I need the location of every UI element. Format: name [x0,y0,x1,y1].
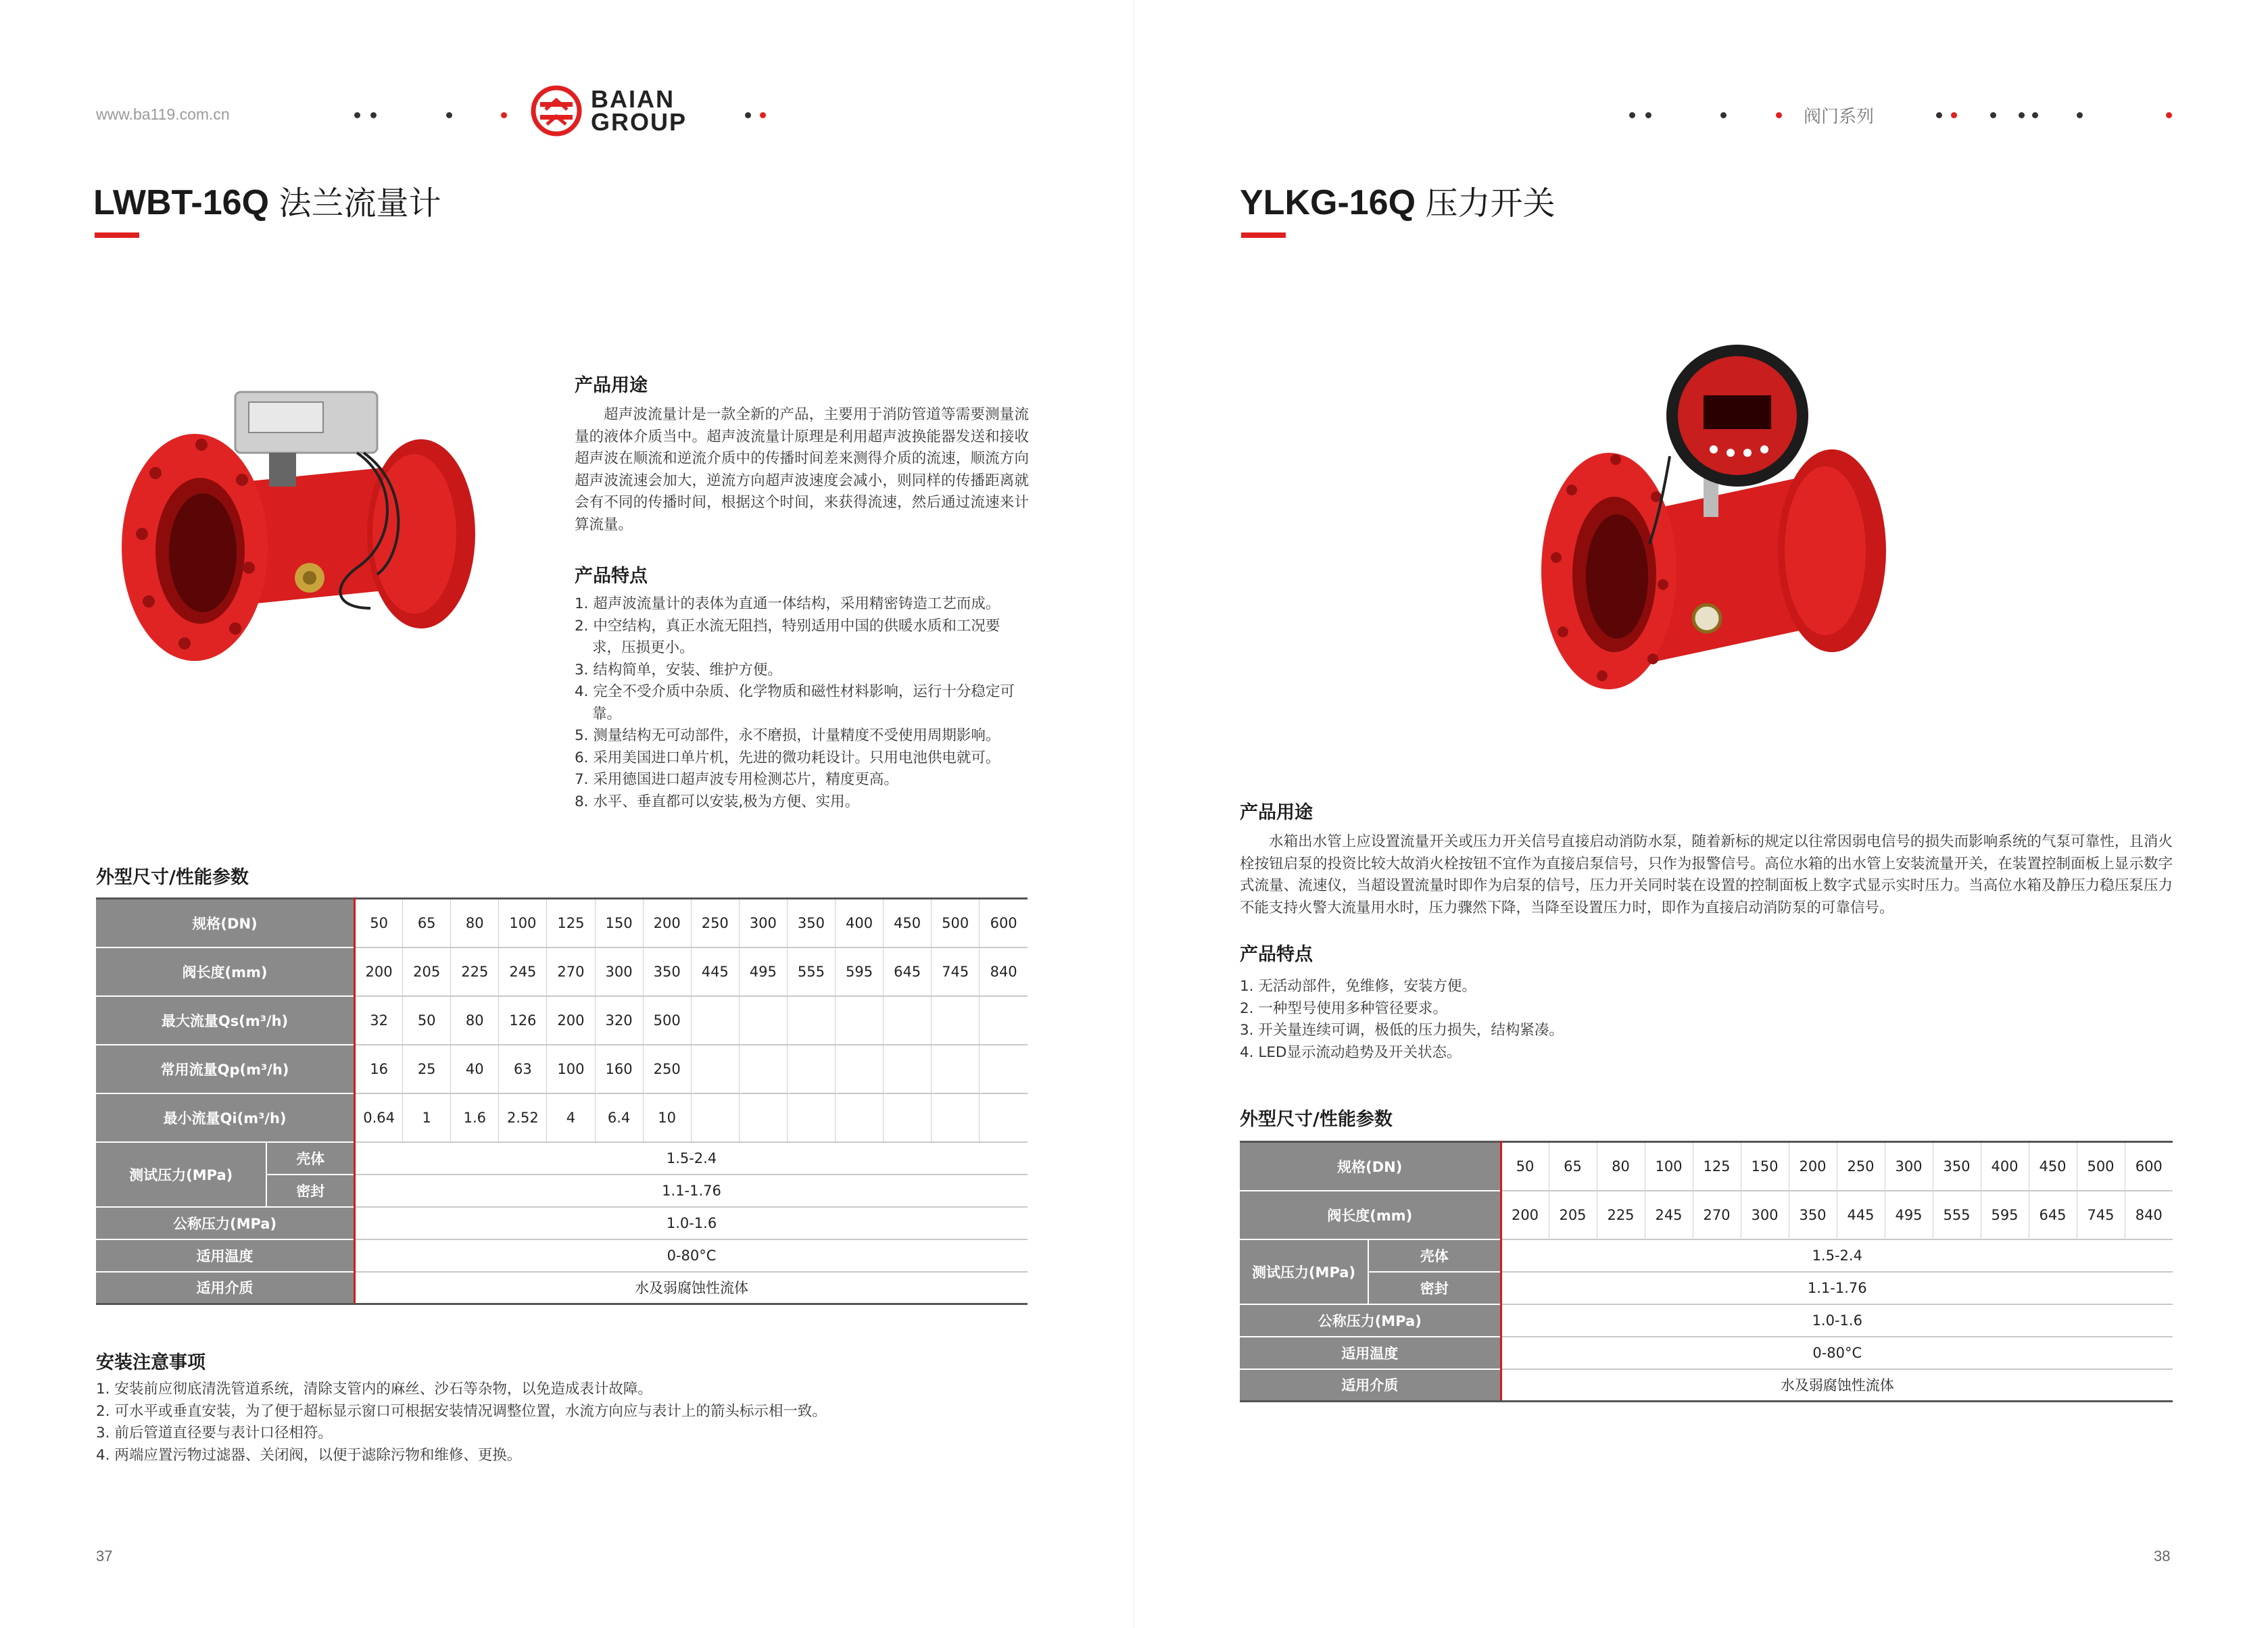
table-cell [980,1093,1028,1142]
row-label: 适用温度 [1240,1337,1501,1369]
feature-item: 3. 开关量连续可调，极低的压力损失，结构紧凑。 [1240,1022,1564,1039]
table-cell: 320 [595,996,643,1045]
table-cell [980,996,1028,1045]
table-cell [980,1045,1028,1093]
row-label: 测试压力(MPa) [96,1142,266,1207]
table-cell: 500 [2077,1142,2125,1191]
table-cell: 50 [403,996,451,1045]
row-label: 阀长度(mm) [1240,1191,1501,1239]
feature-item: 2. 一种型号使用多种管径要求。 [1240,1000,1447,1017]
right-spec-table [1240,1141,2173,1402]
table-cell: 32 [355,996,403,1045]
left-product-title [93,177,441,224]
table-cell: 63 [499,1045,547,1093]
row-label: 公称压力(MPa) [1240,1304,1501,1337]
table-cell: 126 [499,996,547,1045]
table-cell: 25 [403,1045,451,1093]
table-cell: 125 [1693,1142,1741,1191]
right-product-title [1240,177,1555,224]
row-label: 适用温度 [96,1239,355,1272]
right-usage-heading: 产品用途 [1240,802,1313,823]
table-cell: 2.52 [499,1093,547,1142]
website-url: www.ba119.com.cn [96,105,230,123]
table-cell: 840 [980,947,1028,996]
table-cell: 270 [547,947,595,996]
right-params-heading: 外型尺寸/性能参数 [1240,1109,1393,1130]
header-dot [760,112,766,118]
table-cell: 1.1-1.76 [1501,1272,2173,1304]
table-cell: 245 [1645,1191,1693,1239]
table-cell: 450 [2029,1142,2077,1191]
table-cell: 450 [884,899,932,947]
left-spec-table [96,897,1028,1305]
install-item: 1. 安装前应彻底清洗管道系统，清除支管内的麻丝、沙石等杂物，以免造成表计故障。 [96,1381,652,1398]
table-row [1240,1191,2173,1239]
table-row [1240,1142,2173,1191]
feature-item: 1. 超声波流量计的表体为直通一体结构，采用精密铸造工艺而成。 [575,595,1000,612]
table-cell [739,1093,787,1142]
row-label: 规格(DN) [1240,1142,1501,1191]
table-cell [835,1093,883,1142]
table-cell: 205 [403,947,451,996]
left-model: LWBT-16Q [93,183,270,222]
logo-text [591,85,687,136]
table-cell [835,996,883,1045]
row-label: 阀长度(mm) [96,947,355,996]
table-cell: 840 [2125,1191,2173,1239]
header-dot [501,112,507,118]
feature-item: 8. 水平、垂直都可以安装,极为方便、实用。 [575,793,860,810]
table-cell: 250 [691,899,739,947]
table-cell: 225 [451,947,499,996]
header-dot [354,112,360,118]
table-cell: 645 [884,947,932,996]
right-features-heading: 产品特点 [1240,944,1313,965]
table-cell: 205 [1549,1191,1597,1239]
table-cell: 0-80°C [1501,1337,2173,1369]
table-cell: 1.5-2.4 [1501,1239,2173,1272]
table-cell: 300 [739,899,787,947]
row-label: 最大流量Qs(m³/h) [96,996,355,1045]
feature-item: 7. 采用德国进口超声波专用检测芯片，精度更高。 [575,771,898,788]
left-usage-text: 超声波流量计是一款全新的产品，主要用于消防管道等需要测量流量的液体介质当中。超声波流量计原理是利用超声波换能器发送和接收超声波在顺流和逆流介质中的传播时间差来测得介质的流速，顺流方向超声波流速会加大，逆流方向超声波速度会减小，则同样的传播距离就会有不同的传播时间，根据这个时间，来获得流速，然后通过流速来计算流量。 [575,406,1029,533]
table-cell: 10 [643,1093,691,1142]
table-cell: 445 [1837,1191,1885,1239]
table-cell: 200 [1501,1191,1549,1239]
table-cell: 100 [1645,1142,1693,1191]
table-cell: 125 [547,899,595,947]
table-cell [739,1045,787,1093]
table-row [96,1272,1028,1304]
table-cell: 495 [1885,1191,1933,1239]
table-row [96,1045,1028,1093]
install-item: 4. 两端应置污物过滤器、关闭阀，以便于滤除污物和维修、更换。 [96,1446,522,1464]
table-cell: 80 [451,996,499,1045]
table-row [96,996,1028,1045]
table-cell: 65 [1549,1142,1597,1191]
header-dot [2032,112,2038,118]
pressure-switch-image [1535,341,1900,733]
table-row [1240,1337,2173,1369]
table-cell: 225 [1597,1191,1645,1239]
left-product-name: 法兰流量计 [279,184,441,222]
table-cell [932,996,980,1045]
header-dot [745,112,751,118]
header-dot [1951,112,1957,118]
table-cell: 1.5-2.4 [355,1142,1028,1175]
table-row [1240,1272,2173,1304]
left-page-number: 37 [96,1548,113,1564]
table-cell: 555 [787,947,835,996]
left-params-heading: 外型尺寸/性能参数 [96,867,249,888]
table-cell: 水及弱腐蚀性流体 [355,1272,1028,1304]
table-cell: 495 [739,947,787,996]
table-cell: 16 [355,1045,403,1093]
table-cell: 600 [980,899,1028,947]
header-dot [1776,112,1782,118]
table-cell [932,1093,980,1142]
table-row [1240,1369,2173,1402]
table-cell: 600 [2125,1142,2173,1191]
table-row [1240,1304,2173,1337]
table-cell: 80 [1597,1142,1645,1191]
left-title-bar [95,232,139,238]
row-label: 适用介质 [96,1272,355,1304]
table-cell: 300 [1741,1191,1789,1239]
header-dot [1645,112,1651,118]
feature-item: 6. 采用美国进口单片机，先进的微功耗设计。只用电池供电就可。 [575,749,1000,766]
row-label: 适用介质 [1240,1369,1501,1402]
table-cell: 245 [499,947,547,996]
table-cell: 4 [547,1093,595,1142]
header-dot [2077,112,2083,118]
left-usage-heading: 产品用途 [575,375,648,396]
table-cell: 300 [595,947,643,996]
table-cell: 500 [643,996,691,1045]
table-cell [932,1045,980,1093]
install-item: 2. 可水平或垂直安装，为了便于超标显示窗口可根据安装情况调整位置，水流方向应与表计上的箭头标示相一致。 [96,1402,827,1420]
table-cell [884,1045,932,1093]
table-cell: 270 [1693,1191,1741,1239]
feature-item: 4. LED显示流动趋势及开关状态。 [1240,1043,1462,1061]
table-cell [691,1045,739,1093]
table-cell: 745 [932,947,980,996]
header-dot [1629,112,1635,118]
feature-item: 3. 结构简单，安装、维护方便。 [575,661,782,679]
table-cell: 595 [1981,1191,2029,1239]
row-sublabel: 密封 [1368,1272,1501,1304]
table-cell: 445 [691,947,739,996]
table-cell [884,996,932,1045]
header-dot [370,112,377,118]
table-cell: 0.64 [355,1093,403,1142]
table-cell: 645 [2029,1191,2077,1239]
flange-flowmeter-image [114,365,499,703]
left-features-list [575,593,1029,813]
table-cell: 200 [547,996,595,1045]
table-row [96,1142,1028,1175]
table-cell: 1.0-1.6 [355,1207,1028,1239]
logo-line2: GROUP [591,108,687,136]
feature-item: 5. 测量结构无可动部件，永不磨损，计量精度不受使用周期影响。 [575,727,1000,744]
table-cell: 350 [787,899,835,947]
table-cell: 1.6 [451,1093,499,1142]
table-cell [691,996,739,1045]
table-cell: 250 [643,1045,691,1093]
header-dot [1720,112,1727,118]
table-cell: 160 [595,1045,643,1093]
install-list [96,1379,1042,1466]
table-cell: 80 [451,899,499,947]
table-row [96,899,1028,947]
table-cell: 1.1-1.76 [355,1175,1028,1207]
table-cell: 500 [932,899,980,947]
table-cell: 400 [1981,1142,2029,1191]
feature-item: 1. 无活动部件，免维修，安装方便。 [1240,978,1476,995]
table-cell: 200 [355,947,403,996]
right-title-bar [1241,232,1286,238]
right-model: YLKG-16Q [1240,183,1416,222]
table-cell: 350 [643,947,691,996]
header-dot [446,112,452,118]
right-product-name: 压力开关 [1425,184,1555,222]
table-cell: 350 [1933,1142,1981,1191]
table-cell [835,1045,883,1093]
header-dot [1936,112,1942,118]
table-cell: 1 [403,1093,451,1142]
table-cell: 200 [643,899,691,947]
table-cell: 100 [547,1045,595,1093]
series-label: 阀门系列 [1804,107,1875,127]
table-cell: 1.0-1.6 [1501,1304,2173,1337]
table-row [96,1207,1028,1239]
table-cell: 6.4 [595,1093,643,1142]
table-cell [691,1093,739,1142]
row-label: 规格(DN) [96,899,355,947]
row-label: 公称压力(MPa) [96,1207,355,1239]
table-cell [884,1093,932,1142]
table-cell: 50 [1501,1142,1549,1191]
row-label: 测试压力(MPa) [1240,1239,1368,1304]
table-row [1240,1239,2173,1272]
table-cell: 0-80°C [355,1239,1028,1272]
table-row [96,947,1028,996]
table-cell [739,996,787,1045]
right-features-list [1240,976,2173,1064]
table-cell: 100 [499,899,547,947]
right-page-number: 38 [2154,1548,2171,1564]
header-dot [2019,112,2025,118]
table-cell: 40 [451,1045,499,1093]
table-cell: 150 [1741,1142,1789,1191]
table-cell: 595 [835,947,883,996]
header-dot [2166,112,2172,118]
row-label: 最小流量Qi(m³/h) [96,1093,355,1142]
table-cell: 250 [1837,1142,1885,1191]
row-sublabel: 壳体 [266,1142,354,1175]
table-cell: 200 [1789,1142,1837,1191]
table-cell [787,1045,835,1093]
table-row [96,1093,1028,1142]
table-cell: 400 [835,899,883,947]
install-heading: 安装注意事项 [96,1352,206,1373]
table-cell: 745 [2077,1191,2125,1239]
feature-item: 2. 中空结构，真正水流无阻挡，特别适用中国的供暖水质和工况要求，压损更小。 [575,617,1000,656]
table-cell: 50 [355,899,403,947]
table-cell: 65 [403,899,451,947]
logo-line1: BAIAN [591,85,675,113]
right-usage-text: 水箱出水管上应设置流量开关或压力开关信号直接启动消防水泵，随着新标的规定以往常因弱电信号的损失而影响系统的气泵可靠性，且消火栓按钮启泵的投资比较大故消火栓按钮不宜作为直接启泵信号，只作为报警信号。高位水箱的出水管上安装流量开关，在装置控制面板上显示数字式流量、流速仪，当超设置流量时即作为启泵的信号，压力开关同时装在设置的控制面板上数字式显示实时压力。当高位水箱及静压力稳压泵压力不能支持火警大流量用水时，压力骤然下降，当降至设置压力时，即作为直接启动消防泵的可靠信号。 [1240,833,2173,916]
row-sublabel: 密封 [266,1175,354,1207]
left-features-heading: 产品特点 [575,566,648,587]
row-label: 常用流量Qp(m³/h) [96,1045,355,1093]
baian-emblem-icon [531,85,582,137]
table-row [96,1239,1028,1272]
table-cell [787,1093,835,1142]
table-cell: 555 [1933,1191,1981,1239]
table-cell: 300 [1885,1142,1933,1191]
table-cell: 150 [595,899,643,947]
feature-item: 4. 完全不受介质中杂质、化学物质和磁性材料影响，运行十分稳定可靠。 [575,683,1015,722]
table-cell: 350 [1789,1191,1837,1239]
header-dot [1990,112,1996,118]
table-cell: 水及弱腐蚀性流体 [1501,1369,2173,1402]
row-sublabel: 壳体 [1368,1239,1501,1272]
table-cell [787,996,835,1045]
install-item: 3. 前后管道直径要与表计口径相符。 [96,1425,333,1441]
